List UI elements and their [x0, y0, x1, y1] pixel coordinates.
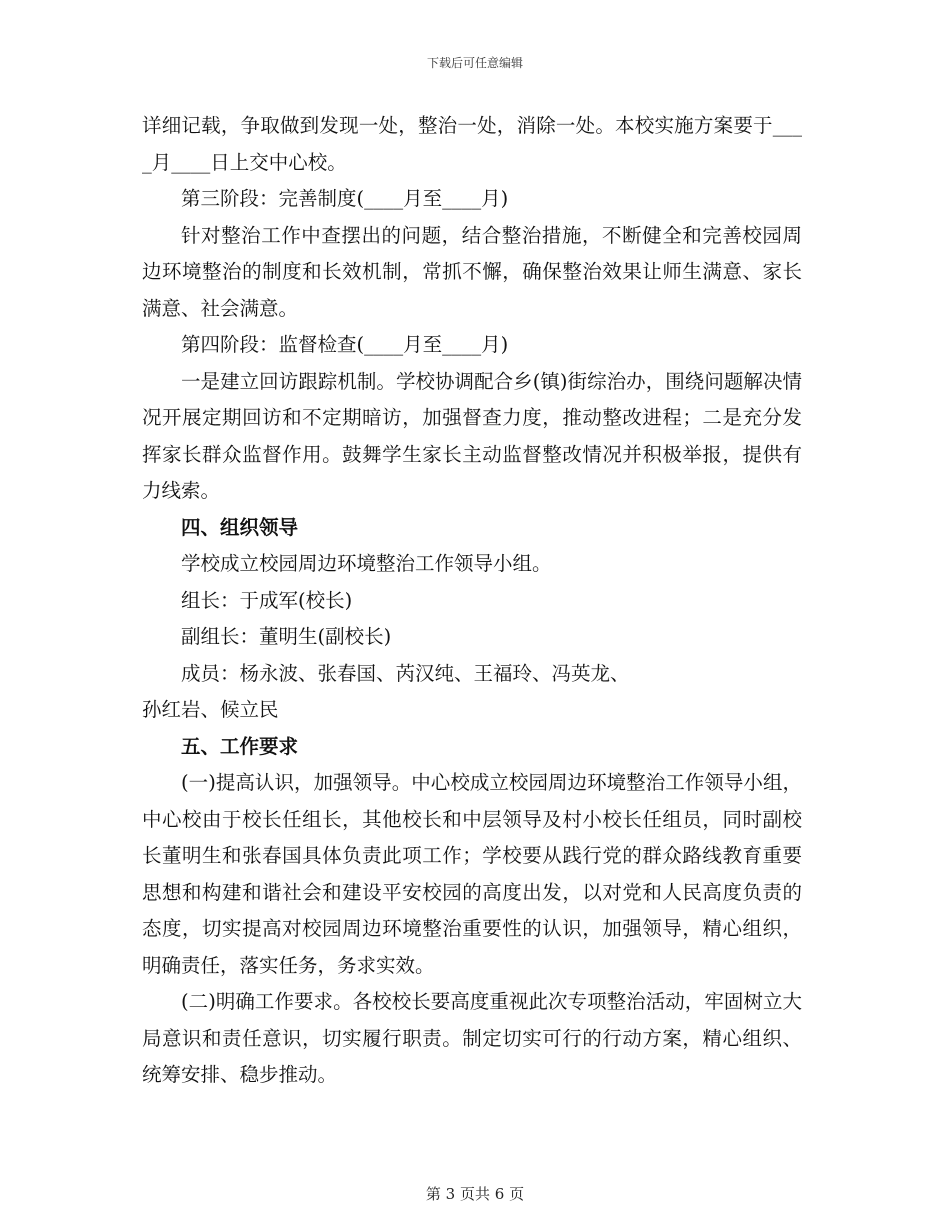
paragraph-continuation: 详细记载，争取做到发现一处，整治一处，消除一处。本校实施方案要于____月____日上交中心校。	[142, 114, 802, 174]
paragraph-deputy-leader: 副组长：董明生(副校长)	[181, 625, 392, 648]
paragraph-stage-four: 第四阶段：监督检查(____月至____月)	[181, 333, 509, 356]
paragraph-stage-three: 第三阶段：完善制度(____月至____月)	[181, 187, 509, 210]
section-heading-organization: 四、组织领导	[181, 515, 299, 539]
paragraph-stage-three-detail: 针对整治工作中查摆出的问题，结合整治措施，不断健全和完善校园周边环境整治的制度和长效机制，常抓不懈，确保整治效果让师生满意、家长满意、社会满意。	[142, 223, 802, 320]
page-header: 下载后可任意编辑	[426, 56, 523, 70]
paragraph-group-leader: 组长：于成军(校长)	[181, 588, 353, 612]
document-body	[142, 108, 802, 1094]
paragraph-members-continued: 孙红岩、候立民	[142, 698, 279, 721]
paragraph-requirement-one: (一)提高认识，加强领导。中心校成立校园周边环境整治工作领导小组，中心校由于校长任组长，其他校长和中层领导及村小校长任组员，同时副校长董明生和张春国具体负责此项工作；学校要从践行党的群众路线教育重要思想和构建和谐社会和建设平安校园的高度出发，以对党和人民高度负责的态度，切实提高对校园周边环境整治重要性的认识，加强领导，精心组织，明确责任，落实任务，务求实效。	[142, 771, 802, 977]
paragraph-leadership-group: 学校成立校园周边环境整治工作领导小组。	[181, 552, 552, 575]
paragraph-members: 成员：杨永波、张春国、芮汉纯、王福玲、冯英龙、	[181, 661, 630, 685]
paragraph-requirement-two: (二)明确工作要求。各校校长要高度重视此次专项整治活动，牢固树立大局意识和责任意识，切实履行职责。制定切实可行的行动方案，精心组织、统筹安排、稳步推动。	[142, 990, 802, 1086]
section-heading-requirements: 五、工作要求	[181, 734, 299, 758]
page-footer: 第 3 页共 6 页	[425, 1185, 525, 1203]
paragraph-stage-four-detail: 一是建立回访跟踪机制。学校协调配合乡(镇)街综治办，围绕问题解决情况开展定期回访和不定期暗访，加强督查力度，推动整改进程；二是充分发挥家长群众监督作用。鼓舞学生家长主动监督整改情况并积极举报，提供有力线索。	[142, 369, 802, 502]
